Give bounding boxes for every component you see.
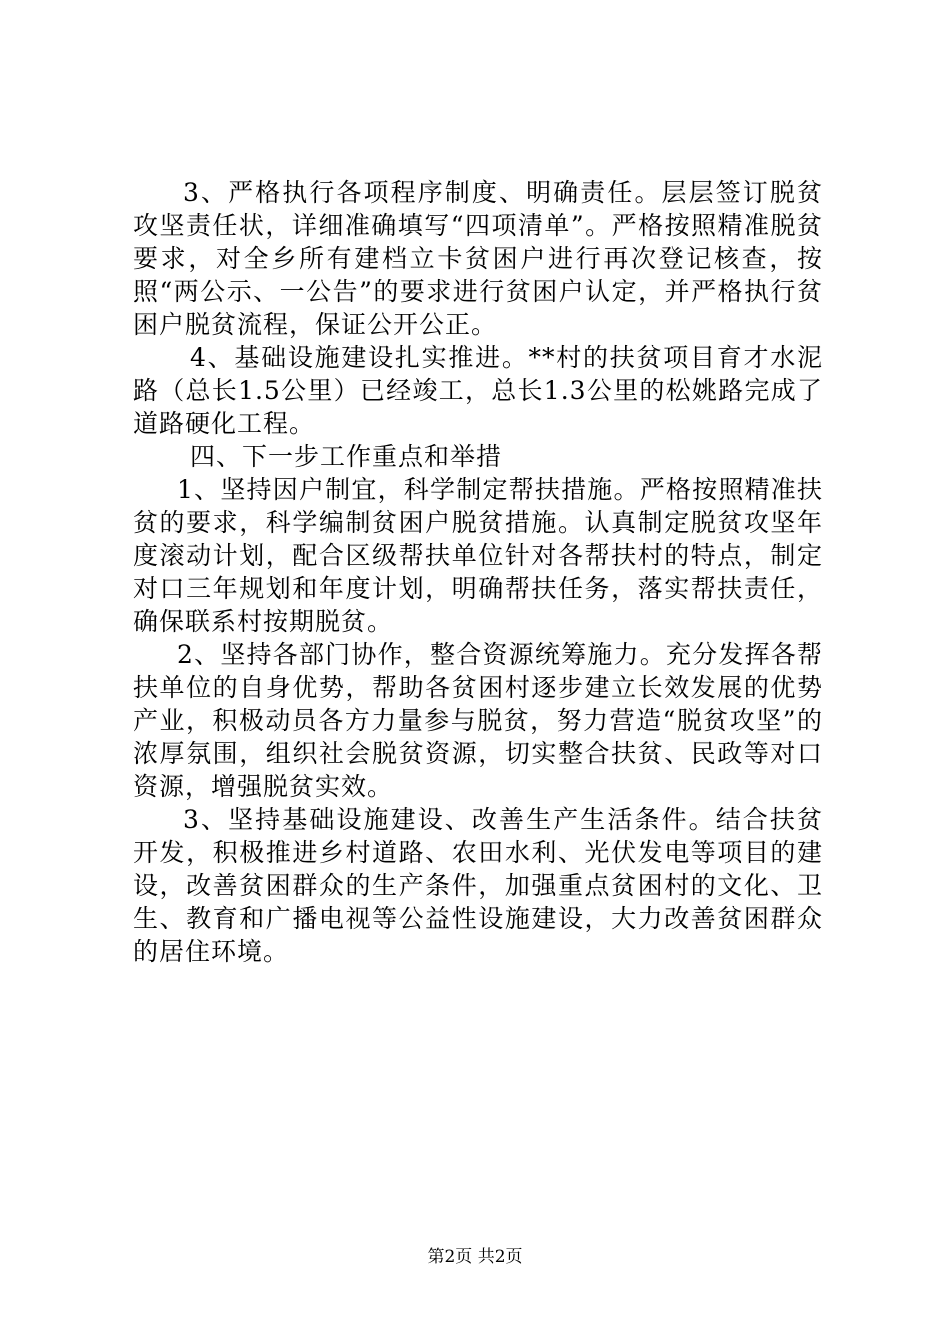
page-footer: 第2页 共2页 — [427, 1247, 523, 1267]
paragraph-procedure-responsibility: 3、严格执行各项程序制度、明确责任。层层签订脱贫攻坚责任状，详细准确填写“四项清单”。严格按照精准脱贫要求，对全乡所有建档立卡贫困户进行再次登记核查，按照“两公示、一公告”的要求进行贫困户认定，并严格执行贫困户脱贫流程，保证公开公正。 — [133, 178, 823, 339]
section-heading-next-steps: 四、下一步工作重点和举措 — [190, 442, 503, 471]
paragraph-infrastructure-progress: 4、基础设施建设扎实推进。**村的扶贫项目育才水泥路（总长1.5公里）已经竣工，总长1.3公里的松姚路完成了道路硬化工程。 — [133, 343, 823, 438]
paragraph-infrastructure-conditions: 3、坚持基础设施建设、改善生产生活条件。结合扶贫开发，积极推进乡村道路、农田水利、光伏发电等项目的建设，改善贫困群众的生产条件，加强重点贫困村的文化、卫生、教育和广播电视等公益性设施建设，大力改善贫困群众的居住环境。 — [133, 805, 823, 966]
document-body — [133, 176, 823, 968]
paragraph-household-measures: 1、坚持因户制宜，科学制定帮扶措施。严格按照精准扶贫的要求，科学编制贫困户脱贫措施。认真制定脱贫攻坚年度滚动计划，配合区级帮扶单位针对各帮扶村的特点，制定对口三年规划和年度计划，明确帮扶任务，落实帮扶责任，确保联系村按期脱贫。 — [133, 475, 823, 636]
paragraph-department-coordination: 2、坚持各部门协作，整合资源统筹施力。充分发挥各帮扶单位的自身优势，帮助各贫困村逐步建立长效发展的优势产业，积极动员各方力量参与脱贫，努力营造“脱贫攻坚”的浓厚氛围，组织社会脱贫资源，切实整合扶贫、民政等对口资源，增强脱贫实效。 — [133, 640, 823, 801]
